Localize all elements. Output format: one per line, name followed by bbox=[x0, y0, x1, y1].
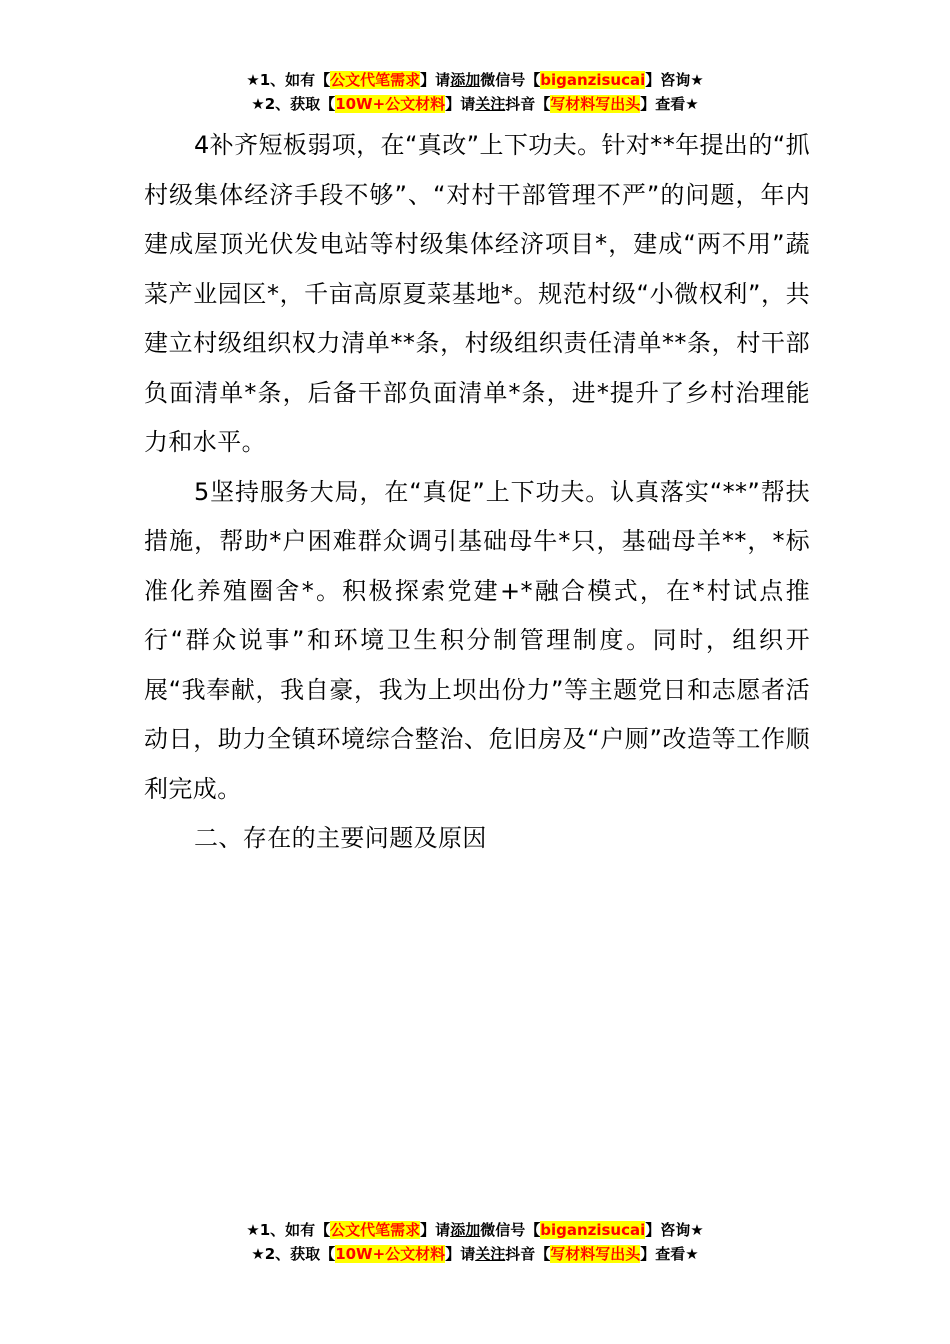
document-body bbox=[144, 121, 810, 864]
highlight-douyin-account: 写材料写出头 bbox=[550, 95, 641, 113]
highlight-service: 公文代笔需求 bbox=[330, 1221, 421, 1239]
banner-line-1: ★1、如有【公文代笔需求】请添加微信号【biganzisucai】咨询★ bbox=[246, 71, 704, 89]
highlight-materials: 10W+公文材料 bbox=[335, 1245, 446, 1263]
banner-line-1: ★1、如有【公文代笔需求】请添加微信号【biganzisucai】咨询★ bbox=[246, 1221, 704, 1239]
highlight-wechat-id: biganzisucai bbox=[540, 1221, 646, 1239]
header-banner bbox=[0, 68, 950, 116]
banner-line-2: ★2、获取【10W+公文材料】请关注抖音【写材料写出头】查看★ bbox=[251, 95, 699, 113]
paragraph-4: 4补齐短板弱项，在“真改”上下功夫。针对**年提出的“抓村级集体经济手段不够”、“对村干部管理不严”的问题，年内建成屋顶光伏发电站等村级集体经济项目*，建成“两不用”蔬菜产业园区*，千亩高原夏菜基地*。规范村级“小微权利”，共建立村级组织权力清单**条，村级组织责任清单**条，村干部负面清单*条，后备干部负面清单*条，进*提升了乡村治理能力和水平。 bbox=[144, 131, 810, 456]
highlight-materials: 10W+公文材料 bbox=[335, 95, 446, 113]
highlight-douyin-account: 写材料写出头 bbox=[550, 1245, 641, 1263]
highlight-wechat-id: biganzisucai bbox=[540, 71, 646, 89]
banner-line-2: ★2、获取【10W+公文材料】请关注抖音【写材料写出头】查看★ bbox=[251, 1245, 699, 1263]
footer-banner bbox=[0, 1218, 950, 1266]
paragraph-5: 5坚持服务大局，在“真促”上下功夫。认真落实“**”帮扶措施，帮助*户困难群众调引基础母牛*只，基础母羊**，*标准化养殖圈舍*。积极探索党建+*融合模式，在*村试点推行“群众说事”和环境卫生积分制管理制度。同时，组织开展“我奉献，我自豪，我为上坝出份力”等主题党日和志愿者活动日，助力全镇环境综合整治、危旧房及“户厕”改造等工作顺利完成。 bbox=[144, 477, 810, 803]
section-heading: 二、存在的主要问题及原因 bbox=[194, 824, 487, 852]
highlight-service: 公文代笔需求 bbox=[330, 71, 421, 89]
